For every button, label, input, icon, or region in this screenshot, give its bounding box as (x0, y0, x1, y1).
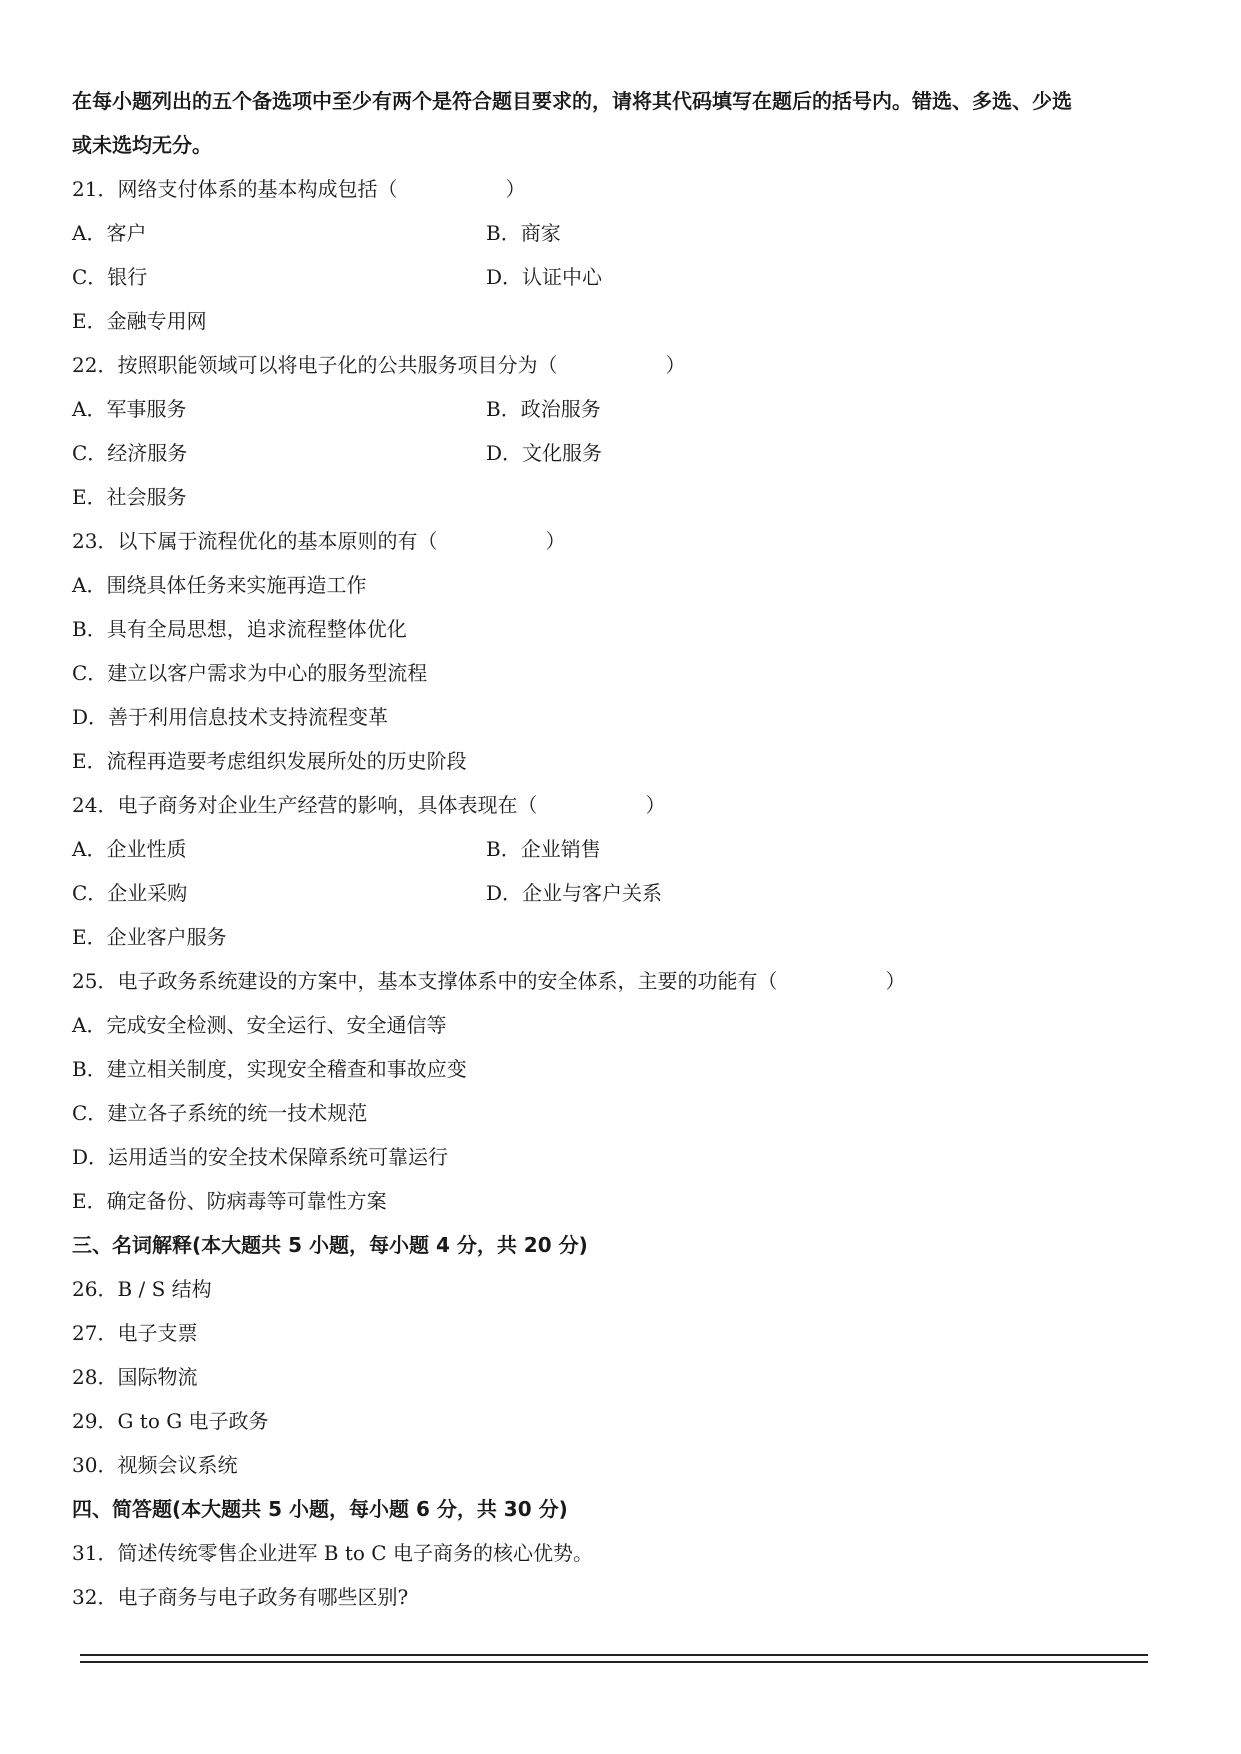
question-25 (72, 959, 905, 1003)
question-21 (72, 167, 525, 211)
option-e: E．社会服务 (72, 485, 187, 509)
term-item: 30．视频会议系统 (72, 1453, 238, 1477)
question-22-stem: 22．按照职能领域可以将电子化的公共服务项目分为（ (72, 353, 558, 377)
question-21-stem: 21．网络支付体系的基本构成包括（ (72, 177, 398, 201)
footer-divider (80, 1654, 1148, 1663)
question-21-options-ab (72, 211, 1172, 255)
option-e: E．企业客户服务 (72, 925, 227, 949)
question-23-close: ） (545, 529, 566, 553)
term-item: 27．电子支票 (72, 1321, 198, 1345)
option-c: C．银行 (72, 265, 148, 289)
option-b: B．企业销售 (486, 837, 601, 861)
option-a: A．客户 (72, 221, 147, 245)
question-25-close: ） (885, 969, 906, 993)
option-c: C．建立各子系统的统一技术规范 (72, 1101, 368, 1125)
question-21-close: ） (505, 177, 526, 201)
term-item: 28．国际物流 (72, 1365, 198, 1389)
question-22-close: ） (665, 353, 686, 377)
section-3-title: 三、名词解释(本大题共 5 小题，每小题 4 分，共 20 分) (72, 1233, 588, 1257)
question-24-options-ab (72, 827, 1172, 871)
instructions-line-2: 或未选均无分。 (72, 133, 212, 157)
question-23-stem: 23．以下属于流程优化的基本原则的有（ (72, 529, 438, 553)
option-b: B．具有全局思想，追求流程整体优化 (72, 617, 407, 641)
question-24 (72, 783, 665, 827)
option-b: B．建立相关制度，实现安全稽查和事故应变 (72, 1057, 467, 1081)
option-d: D．文化服务 (486, 441, 603, 465)
option-d: D．企业与客户关系 (486, 881, 663, 905)
option-a: A．围绕具体任务来实施再造工作 (72, 573, 367, 597)
question-22 (72, 343, 685, 387)
option-c: C．经济服务 (72, 441, 188, 465)
option-e: E．金融专用网 (72, 309, 207, 333)
option-b: B．政治服务 (486, 397, 601, 421)
option-e: E．确定备份、防病毒等可靠性方案 (72, 1189, 387, 1213)
question-24-stem: 24．电子商务对企业生产经营的影响，具体表现在（ (72, 793, 538, 817)
question-24-options-cd (72, 871, 1172, 915)
option-d: D．善于利用信息技术支持流程变革 (72, 705, 389, 729)
instructions-line-1: 在每小题列出的五个备选项中至少有两个是符合题目要求的，请将其代码填写在题后的括号内。错选、多选、少选 (72, 89, 1072, 113)
option-e: E．流程再造要考虑组织发展所处的历史阶段 (72, 749, 467, 773)
option-a: A．完成安全检测、安全运行、安全通信等 (72, 1013, 447, 1037)
option-b: B．商家 (486, 221, 561, 245)
term-item: 26．B / S 结构 (72, 1277, 212, 1301)
question-21-options-cd (72, 255, 1172, 299)
question-22-options-cd (72, 431, 1172, 475)
question-25-stem: 25．电子政务系统建设的方案中，基本支撑体系中的安全体系，主要的功能有（ (72, 969, 778, 993)
option-a: A．军事服务 (72, 397, 187, 421)
option-a: A．企业性质 (72, 837, 187, 861)
question-22-options-ab (72, 387, 1172, 431)
option-d: D．认证中心 (486, 265, 603, 289)
option-c: C．企业采购 (72, 881, 188, 905)
short-answer-item: 31．简述传统零售企业进军 B to C 电子商务的核心优势。 (72, 1541, 593, 1565)
option-d: D．运用适当的安全技术保障系统可靠运行 (72, 1145, 449, 1169)
term-item: 29．G to G 电子政务 (72, 1409, 269, 1433)
section-4-title: 四、简答题(本大题共 5 小题，每小题 6 分，共 30 分) (72, 1497, 568, 1521)
question-24-close: ） (645, 793, 666, 817)
option-c: C．建立以客户需求为中心的服务型流程 (72, 661, 428, 685)
short-answer-item: 32．电子商务与电子政务有哪些区别? (72, 1585, 409, 1609)
question-23 (72, 519, 565, 563)
